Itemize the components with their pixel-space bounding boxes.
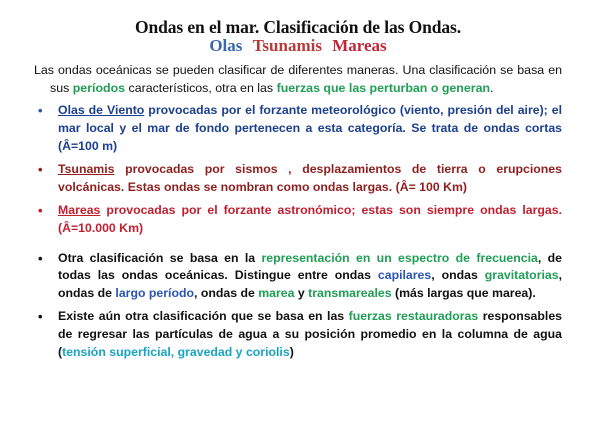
- item-text: , ondas de: [193, 285, 259, 300]
- item-text: fuerzas restauradoras: [348, 309, 479, 324]
- item-text: , de todas las ondas oceánicas. Distingue entre ondas: [58, 250, 562, 283]
- subtitle-tsunamis: Tsunamis: [252, 36, 322, 55]
- item-text: capilares: [377, 268, 432, 283]
- term-olas-de-viento: Olas de Viento: [58, 103, 145, 118]
- bullet-icon: •: [38, 309, 43, 325]
- item-text: representación en un espectro de frecuencia: [261, 250, 538, 265]
- bullet-icon: •: [38, 203, 43, 219]
- item-text: gravitatorias: [484, 268, 559, 283]
- intro-part: períodos: [72, 81, 126, 96]
- term-tsunamis: Tsunamis: [58, 162, 115, 177]
- wave-types-list: [34, 102, 562, 237]
- intro-part: Las ondas oceánicas se pueden clasificar de diferentes maneras. Una clasificación se basa en sus: [34, 63, 562, 96]
- list-item-tsunamis: [34, 161, 562, 196]
- term-mareas: Mareas: [58, 203, 101, 218]
- intro-part: fuerzas que las perturban o generan: [276, 81, 491, 96]
- list-item-mareas: [34, 202, 562, 237]
- item-text: ): [289, 344, 294, 359]
- item-text: , ondas de: [58, 268, 562, 300]
- list-item-spectrum-classification: [34, 250, 562, 303]
- item-text: Otra clasificación se basa en la: [58, 250, 262, 265]
- bullet-icon: •: [38, 103, 43, 119]
- item-text: largo período: [115, 285, 194, 300]
- slide-title: Ondas en el mar. Clasificación de las Ondas.: [134, 17, 462, 37]
- item-text: provocadas por el forzante astronómico; estas son siempre ondas largas. (Ȃ=10.000 Km): [58, 203, 562, 235]
- subtitle-olas: Olas: [209, 36, 243, 55]
- item-text: y: [294, 285, 309, 300]
- intro-part: característicos, otra en las: [125, 81, 277, 96]
- bullet-icon: •: [38, 250, 43, 266]
- list-item-olas-de-viento: [34, 102, 562, 155]
- item-text: marea: [258, 285, 295, 300]
- intro-paragraph: [34, 61, 562, 97]
- item-text: provocadas por el forzante meteorológico (viento, presión del aire); el mar local y el mar de fondo pertenecen a esta categoría. Se trata de ondas cortas (Ȃ=100 m): [58, 103, 562, 153]
- item-text: Existe aún otra clasificación que se basa en las: [58, 309, 349, 324]
- list-item-restoring-forces: [34, 308, 562, 361]
- intro-part: .: [490, 81, 494, 96]
- bullet-icon: •: [38, 162, 43, 178]
- item-text: tensión superficial, gravedad y coriolis: [62, 344, 290, 359]
- item-text: , ondas: [431, 268, 485, 283]
- other-classifications-list: [34, 250, 562, 362]
- subtitle-mareas: Mareas: [332, 36, 387, 55]
- slide-subtitle: [34, 37, 562, 55]
- item-text: (más largas que marea).: [391, 285, 536, 300]
- item-text: provocadas por sismos , desplazamientos de tierra o erupciones volcánicas. Estas ondas se nombran como ondas largas. (Ȃ= 100 Km): [58, 162, 562, 194]
- item-text: responsables de regresar las partículas de agua a su posición promedio en la columna de agua (: [58, 309, 562, 359]
- item-text: transmareales: [308, 285, 392, 300]
